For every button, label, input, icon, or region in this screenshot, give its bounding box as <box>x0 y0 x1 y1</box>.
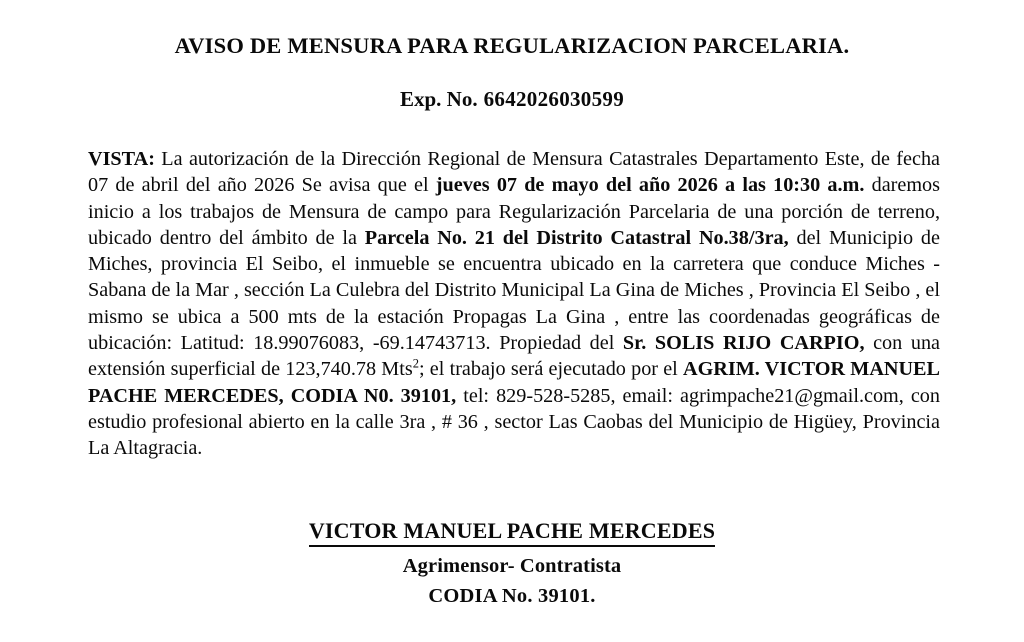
body-segment-3: del Municipio de Miches, provincia El Seibo, el inmueble se encuentra ubicado en la carretera que conduce Miches -Sabana de la Mar , sección La Culebra del Distrito Municipal La Gina de Miches , Provincia El Seibo , el mismo se ubica a 500 mts de la estación Propagas La Gina , entre las coordenadas geográficas de ubicación: Latitud: 18.99076083, -69.14743713. Propiedad del <box>88 226 940 355</box>
body-segment-6: tel: 829-528-5285, email: agrimpache21@gmail.com, con estudio profesional abierto en la calle 3ra , # 36 , sector Las Caobas del Municipio de Higüey, Provincia La Altagracia. <box>88 384 940 460</box>
expediente-label: Exp. No. <box>399 87 478 111</box>
page-title: AVISO DE MENSURA PARA REGULARIZACION PARCELARIA. <box>174 33 850 58</box>
area-unit-superscript: 2 <box>412 356 419 371</box>
signatory-role: Agrimensor- Contratista <box>402 554 622 577</box>
expediente-line <box>0 59 1024 112</box>
body-segment-5: ; el trabajo será ejecutado por el <box>418 358 683 381</box>
signatory-codia: CODIA No. 39101. <box>428 585 596 608</box>
hearing-datetime: jueves 07 de mayo del año 2026 a las 10:30 a.m. <box>435 174 865 197</box>
surveyor-credentials: AGRIM. VICTOR MANUEL PACHE MERCEDES, CODIA N0. 39101, <box>88 358 940 407</box>
signatory-name: VICTOR MANUEL PACHE MERCEDES <box>309 518 715 547</box>
body-segment-2: daremos inicio a los trabajos de Mensura de campo para Regularización Parcelaria de una porción de terreno, ubicado dentro del ámbito de la <box>88 174 941 249</box>
parcel-designation: Parcela No. 21 del Distrito Catastral No.38/3ra, <box>364 226 789 249</box>
expediente-number: 6642026030599 <box>483 87 624 111</box>
signature-block <box>0 518 1024 608</box>
notice-body <box>88 146 940 462</box>
body-segment-1: La autorización de la Dirección Regional de Mensura Catastrales Departamento Este, de fecha 07 de abril del año 2026 Se avisa que el <box>88 148 940 197</box>
vista-label: VISTA: <box>88 148 155 170</box>
body-segment-4: con una extensión superficial de 123,740.78 Mts <box>88 332 940 381</box>
property-owner: Sr. SOLIS RIJO CARPIO, <box>622 332 865 355</box>
